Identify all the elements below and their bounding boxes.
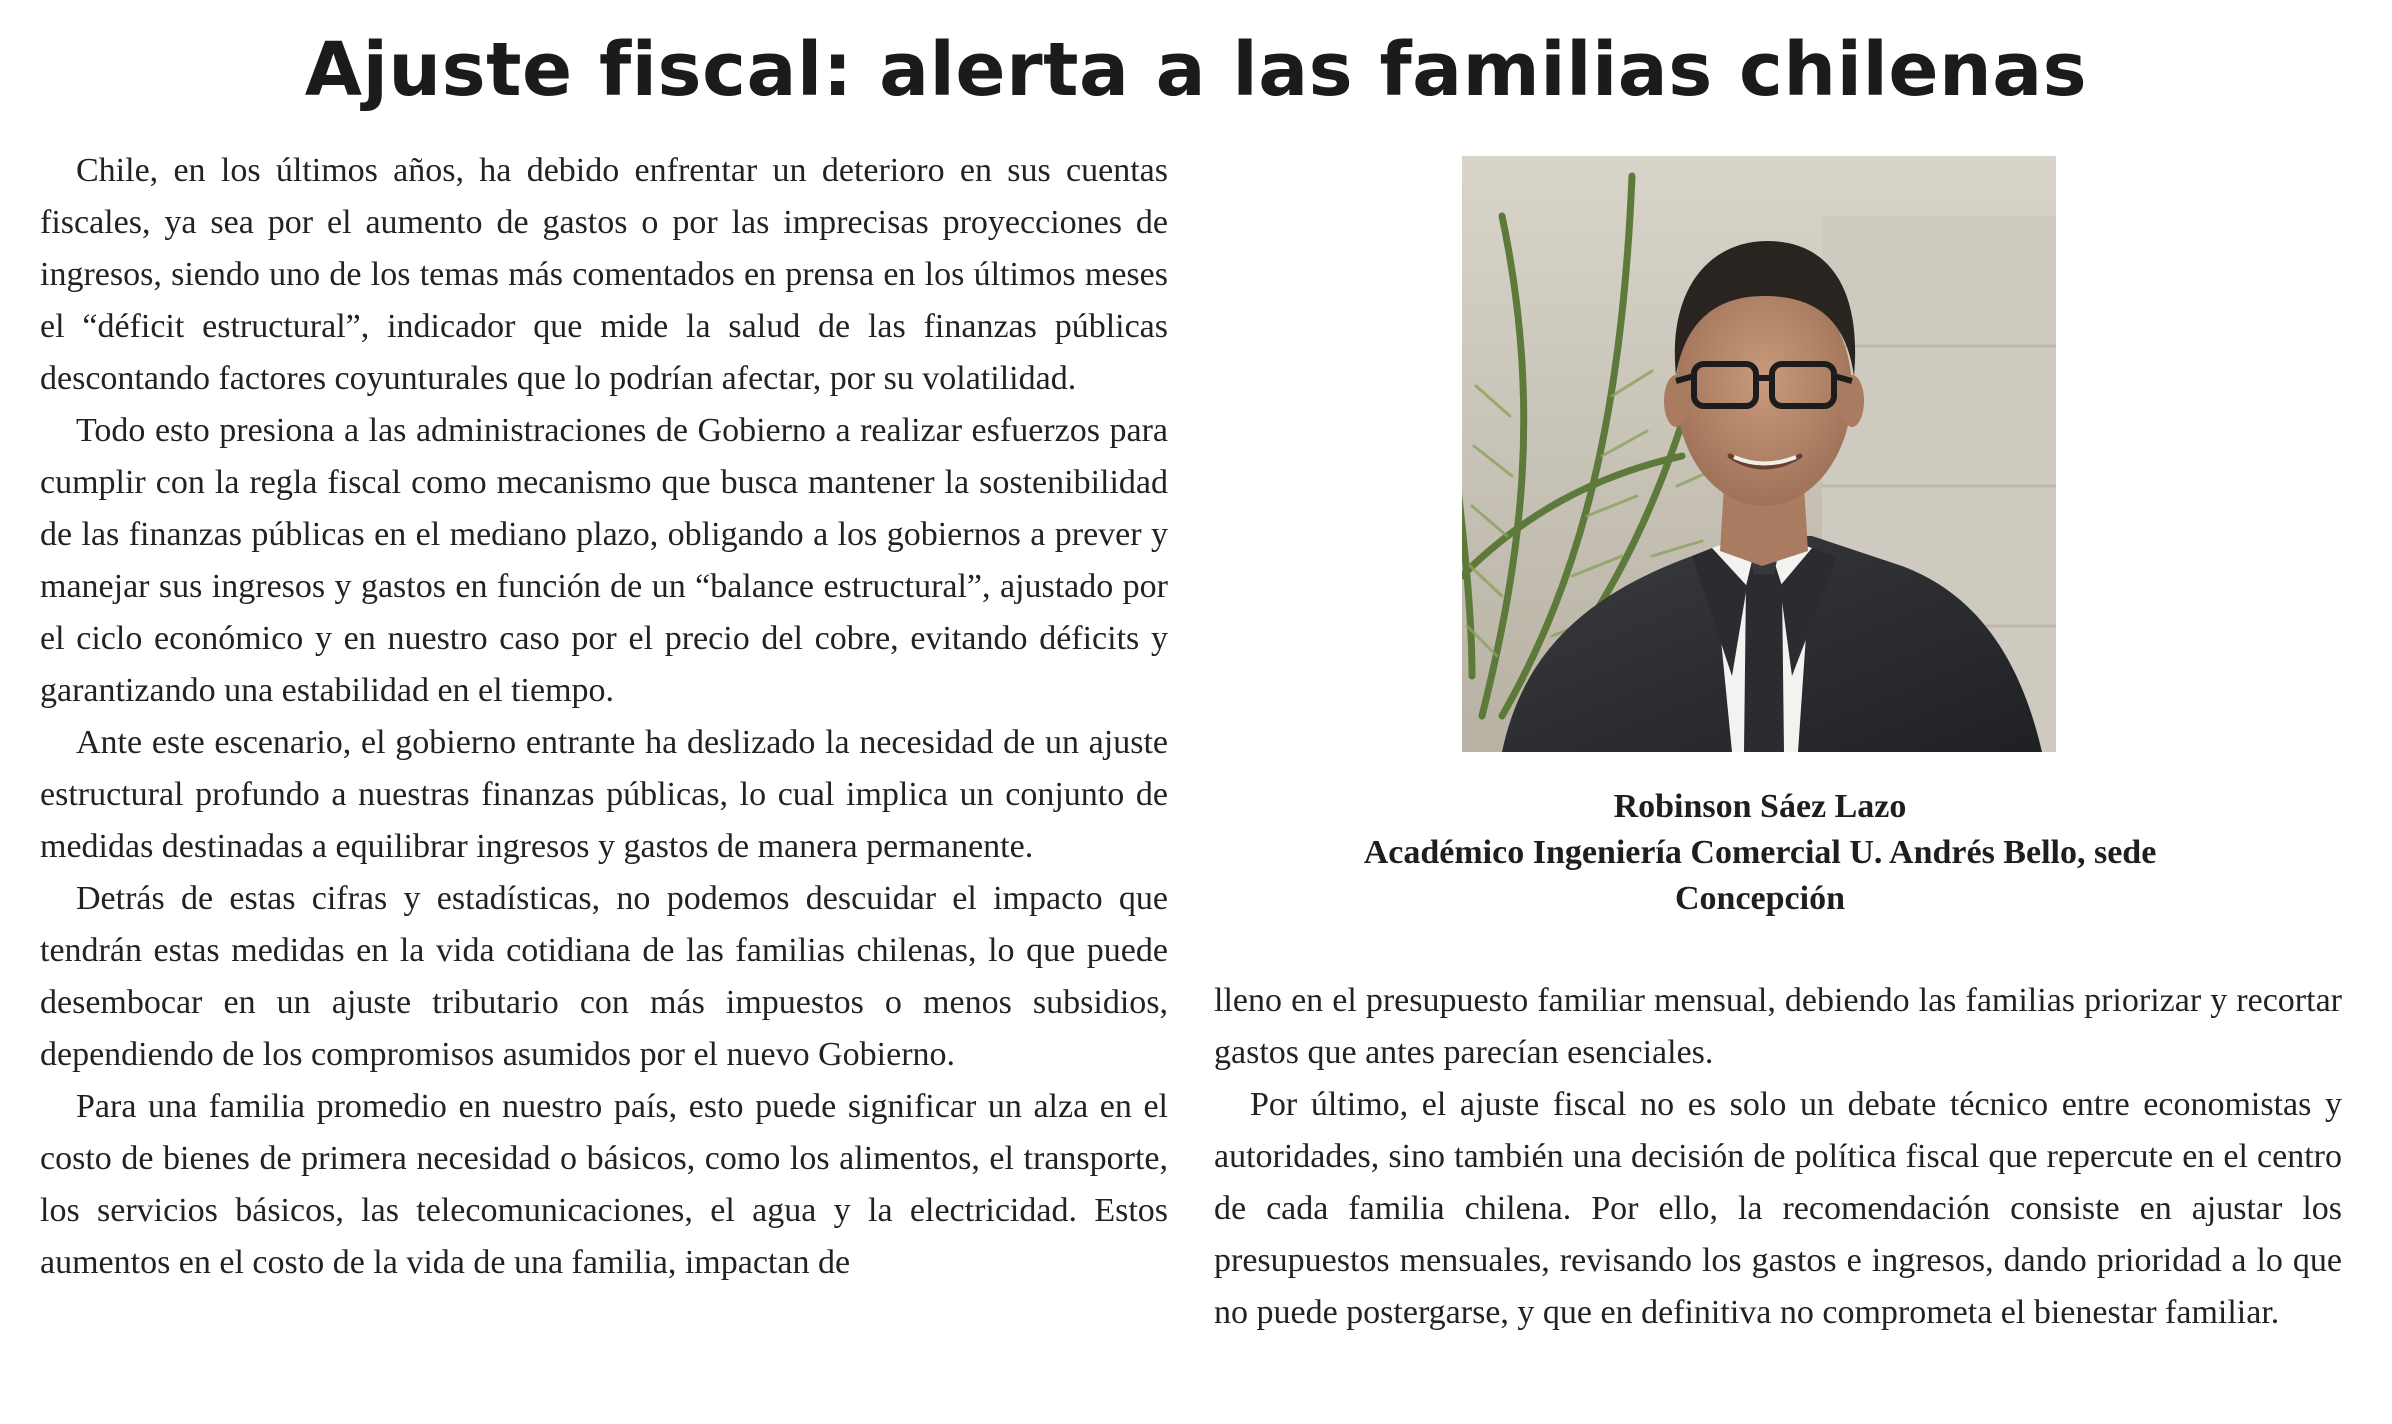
left-column: [40, 145, 1168, 1289]
author-caption: [1280, 784, 2240, 922]
paragraph-4: Detrás de estas cifras y estadísticas, no podemos descuidar el impacto que tendrán estas medidas en la vida cotidiana de las familias chilenas, lo que puede desembocar en un ajuste tributario con más impuestos o menos subsidios, dependiendo de los compromisos asumidos por el nuevo Gobierno.: [40, 880, 1168, 1073]
author-portrait-illustration: [1462, 156, 2056, 752]
paragraph-1: Chile, en los últimos años, ha debido enfrentar un deterioro en sus cuentas fiscales, ya sea por el aumento de gastos o por las imprecisas proyecciones de ingresos, siendo uno de los temas más comentados en prensa en los últimos meses el “déficit estructural”, indicador que mide la salud de las finanzas públicas descontando factores coyunturales que lo podrían afectar, por su volatilidad.: [40, 152, 1168, 397]
paragraph-2: Todo esto presiona a las administraciones de Gobierno a realizar esfuerzos para cumplir con la regla fiscal como mecanismo que busca mantener la sostenibilidad de las finanzas públicas en el mediano plazo, obligando a los gobiernos a prever y manejar sus ingresos y gastos en función de un “balance estructural”, ajustado por el ciclo económico y en nuestro caso por el precio del cobre, evitando déficits y garantizando una estabilidad en el tiempo.: [40, 412, 1168, 709]
author-location: Concepción: [1675, 880, 1845, 917]
author-photo: [1462, 156, 2056, 752]
paragraph-5-continued: lleno en el presupuesto familiar mensual, debiendo las familias priorizar y recortar gastos que antes parecían esenciales.: [1214, 982, 2342, 1071]
paragraph-6: Por último, el ajuste fiscal no es solo un debate técnico entre economistas y autoridades, sino también una decisión de política fiscal que repercute en el centro de cada familia chilena. Por ello, la recomendación consiste en ajustar los presupuestos mensuales, revisando los gastos e ingresos, dando prioridad a lo que no puede postergarse, y que en definitiva no comprometa el bienestar familiar.: [1214, 1086, 2342, 1331]
right-column: [1214, 975, 2342, 1339]
author-title: Académico Ingeniería Comercial U. Andrés Bello, sede: [1363, 834, 2157, 871]
paragraph-5: Para una familia promedio en nuestro país, esto puede significar un alza en el costo de bienes de primera necesidad o básicos, como los alimentos, el transporte, los servicios básicos, las telecomunicaciones, el agua y la electricidad. Estos aumentos en el costo de la vida de una familia, impactan de: [40, 1088, 1168, 1281]
article-headline: Ajuste fiscal: alerta a las familias chilenas: [304, 27, 2088, 113]
author-name: Robinson Sáez Lazo: [1613, 788, 1907, 825]
paragraph-3: Ante este escenario, el gobierno entrante ha deslizado la necesidad de un ajuste estructural profundo a nuestras finanzas públicas, lo cual implica un conjunto de medidas destinadas a equilibrar ingresos y gastos de manera permanente.: [40, 724, 1168, 865]
